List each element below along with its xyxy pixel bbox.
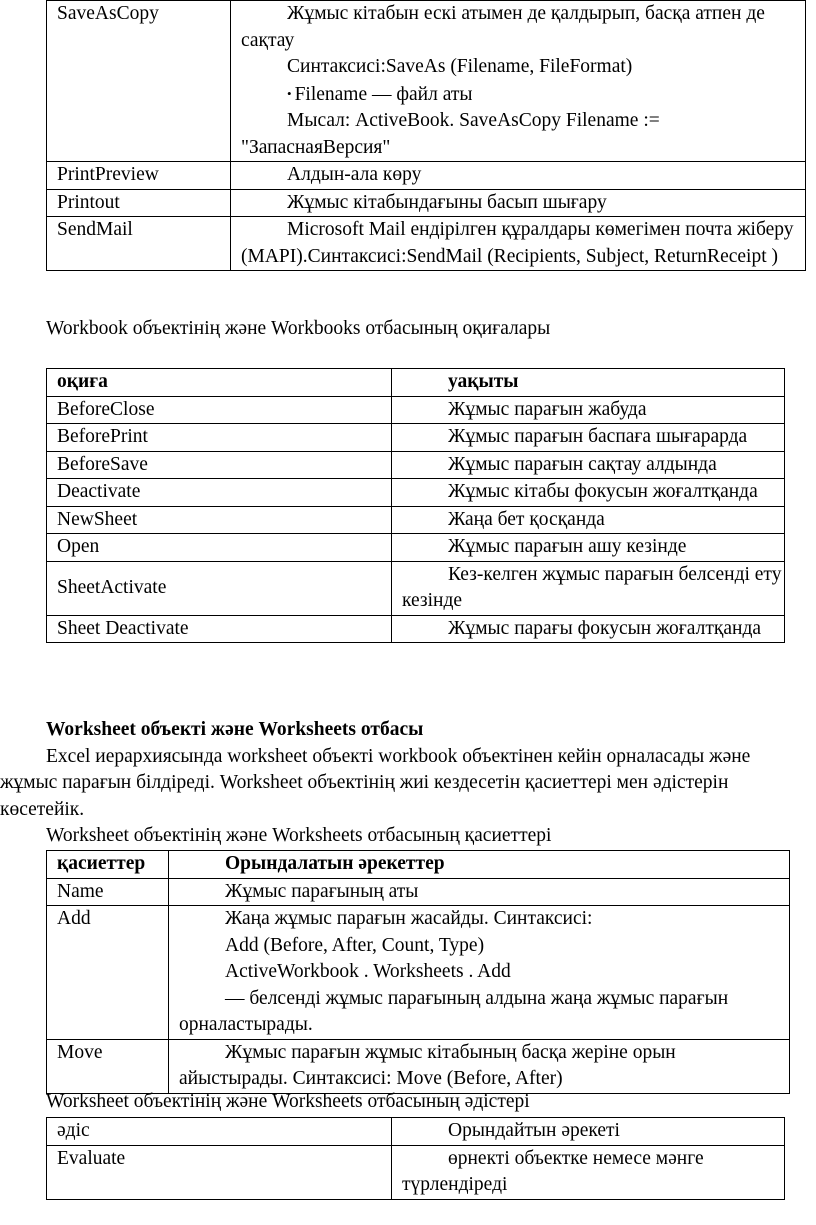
props-caption: Worksheet объектінің және Worksheets отбасының қасиеттері <box>46 825 552 846</box>
column-header-event: оқиға <box>47 369 392 397</box>
method-name: Printout <box>47 189 231 217</box>
methods-caption: Worksheet объектінің және Worksheets отбасының әдістері <box>46 1091 530 1112</box>
table-row <box>47 1145 785 1199</box>
method-name: SaveAsCopy <box>47 1 231 162</box>
table-row <box>47 561 785 615</box>
properties-table <box>46 850 790 1094</box>
column-header-time: уақыты <box>392 369 785 397</box>
event-name: SheetActivate <box>47 561 392 615</box>
event-time: Жұмыс парағы фокусын жоғалтқанда <box>392 615 785 643</box>
table-row <box>47 1039 790 1093</box>
table-header-row <box>47 369 785 397</box>
event-time: Кез-келген жұмыс парағын белсенді ету кезінде <box>392 561 785 615</box>
property-name: Move <box>47 1039 169 1093</box>
method-desc: Жұмыс кітабын ескі атымен де қалдырып, басқа атпен де сақтау Синтаксисі:SaveAs (Filename, FileFormat) • Filename — файл аты Мысал: ActiveBook. SaveAsCopy Filename := "ЗапаснаяВерсия" <box>231 1 806 162</box>
table-row <box>47 1 806 162</box>
property-name: Name <box>47 878 169 906</box>
event-time: Жұмыс кітабы фокусын жоғалтқанда <box>392 479 785 507</box>
table-row <box>47 906 790 1040</box>
table-row <box>47 878 790 906</box>
table-row <box>47 451 785 479</box>
method-desc: өрнекті объектке немесе мәнге түрлендіреді <box>392 1145 785 1199</box>
table-header-row <box>47 851 790 879</box>
method-desc: Алдын-ала көру <box>231 162 806 190</box>
method-name: Evaluate <box>47 1145 392 1199</box>
event-name: NewSheet <box>47 506 392 534</box>
table-row <box>47 479 785 507</box>
column-header-property: қасиеттер <box>47 851 169 879</box>
method-name: PrintPreview <box>47 162 231 190</box>
column-header-actions: Орындалатын әрекеттер <box>169 851 790 879</box>
event-time: Жұмыс парағын жабуда <box>392 396 785 424</box>
method-desc: Microsoft Mail ендірілген құралдары көмегімен почта жіберу (MAPI).Синтаксисі:SendMail (Recipients, Subject, ReturnReceipt ) <box>231 217 806 271</box>
section-heading: Worksheet объекті және Worksheets отбасы <box>46 719 424 740</box>
event-name: BeforePrint <box>47 424 392 452</box>
event-name: Deactivate <box>47 479 392 507</box>
event-time: Жұмыс парағын баспаға шығарарда <box>392 424 785 452</box>
property-desc: Жұмыс парағын жұмыс кітабының басқа жеріне орын айыстырады. Синтаксисі: Move (Before, After) <box>169 1039 790 1093</box>
events-table <box>46 368 785 643</box>
event-name: Open <box>47 534 392 562</box>
property-desc: Жаңа жұмыс парағын жасайды. Синтаксисі: Add (Before, After, Count, Type) ActiveWorkbook . Worksheets . Add — белсенді жұмыс парағының алдына жаңа жұмыс парағын орналастырады. <box>169 906 790 1040</box>
table-row <box>47 189 806 217</box>
worksheet-section <box>0 717 810 850</box>
method-name: SendMail <box>47 217 231 271</box>
table-row <box>47 615 785 643</box>
table-row <box>47 162 806 190</box>
event-time: Жұмыс парағын ашу кезінде <box>392 534 785 562</box>
methods-table <box>46 0 806 271</box>
table-row <box>47 424 785 452</box>
events-caption: Workbook объектінің және Workbooks отбасының оқиғалары <box>46 318 551 339</box>
event-name: Sheet Deactivate <box>47 615 392 643</box>
table-header-row <box>47 1118 785 1146</box>
methods2-table <box>46 1117 785 1200</box>
event-time: Жаңа бет қосқанда <box>392 506 785 534</box>
property-name: Add <box>47 906 169 1040</box>
property-desc: Жұмыс парағының аты <box>169 878 790 906</box>
table-row <box>47 506 785 534</box>
event-name: BeforeClose <box>47 396 392 424</box>
section-intro: Excel иерархиясында worksheet объекті workbook объектінен кейін орналасады және жұмыс парағын білдіреді. Worksheet объектінің жиі кездесетін қасиеттері мен әдістерін көсетейік. <box>0 745 751 820</box>
column-header-action: Орындайтын әрекеті <box>392 1118 785 1146</box>
table-row <box>47 534 785 562</box>
event-time: Жұмыс парағын сақтау алдында <box>392 451 785 479</box>
bullet-icon: • <box>287 85 292 101</box>
table-row <box>47 217 806 271</box>
column-header-method: әдіс <box>47 1118 392 1146</box>
table-row <box>47 396 785 424</box>
method-desc: Жұмыс кітабындағыны басып шығару <box>231 189 806 217</box>
event-name: BeforeSave <box>47 451 392 479</box>
